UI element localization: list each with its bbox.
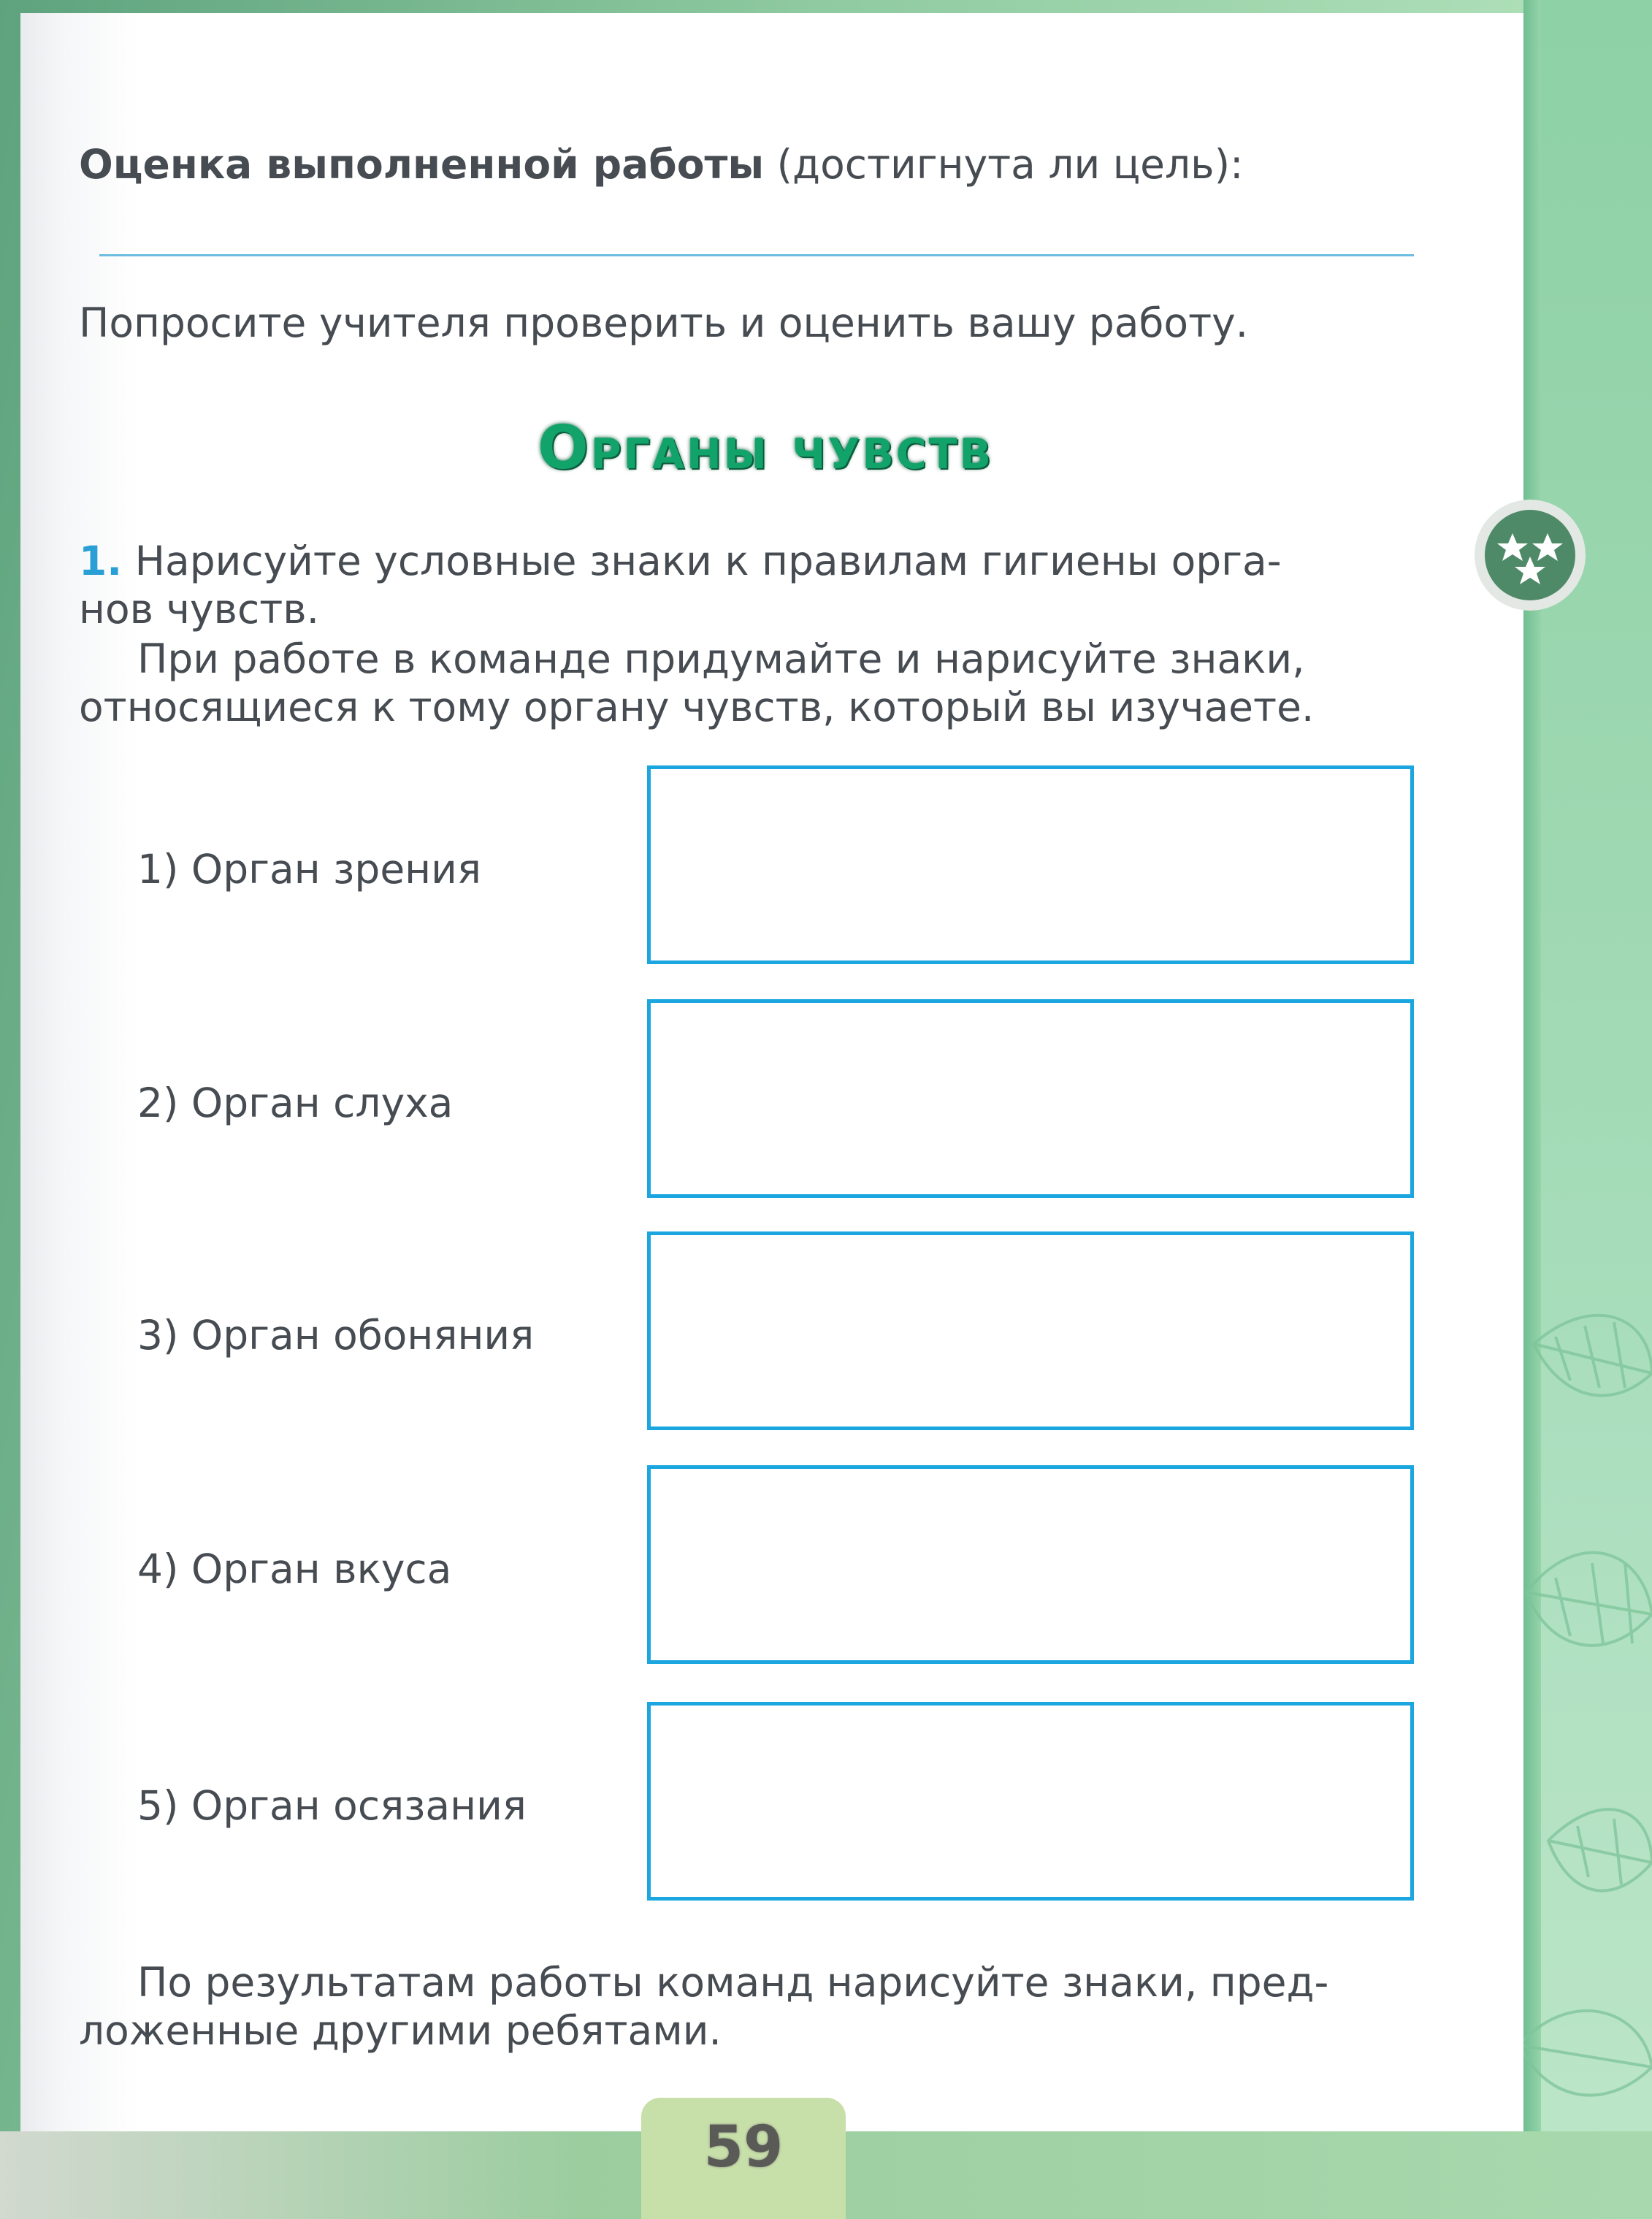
drawing-box-touch[interactable] [647, 1702, 1414, 1901]
task-line-4: относящиеся к тому органу чувств, который вы изучаете. [79, 684, 1315, 730]
footer-line-2: ложенные другими ребятами. [79, 2007, 722, 2054]
item-label-vision: 1) Орган зрения [137, 846, 481, 893]
task-number: 1. [79, 538, 123, 584]
drawing-box-smell[interactable] [647, 1231, 1414, 1430]
task-line-1 [79, 538, 1282, 584]
item-label-touch: 5) Орган осязания [137, 1782, 527, 1829]
answer-line[interactable] [99, 254, 1414, 256]
item-label-hearing: 2) Орган слуха [137, 1080, 454, 1126]
evaluation-heading: Оценка выполненной работы [79, 141, 765, 188]
evaluation-line [79, 141, 1244, 188]
drawing-box-vision[interactable] [647, 765, 1414, 964]
footer-line-1: По результатам работы команд нарисуйте знаки, пред- [137, 1959, 1329, 2006]
task-line-2: нов чувств. [79, 586, 320, 633]
task-line-3: При работе в команде придумайте и нарисуйте знаки, [137, 635, 1305, 682]
evaluation-subtitle: (достигнута ли цель): [776, 141, 1244, 188]
three-stars-icon [1472, 497, 1588, 614]
ask-teacher-text: Попросите учителя проверить и оценить вашу работу. [79, 299, 1249, 346]
workbook-page [20, 13, 1523, 2131]
page-number: 59 [703, 2115, 784, 2180]
item-label-taste: 4) Орган вкуса [137, 1546, 452, 1592]
drawing-box-taste[interactable] [647, 1465, 1414, 1664]
drawing-box-hearing[interactable] [647, 999, 1414, 1198]
item-label-smell: 3) Орган обоняния [137, 1312, 535, 1359]
leaf-decoration-icon [1504, 1286, 1652, 2133]
task-text-1: Нарисуйте условные знаки к правилам гигиены орга- [134, 538, 1282, 584]
section-title: Органы чувств [538, 413, 993, 483]
